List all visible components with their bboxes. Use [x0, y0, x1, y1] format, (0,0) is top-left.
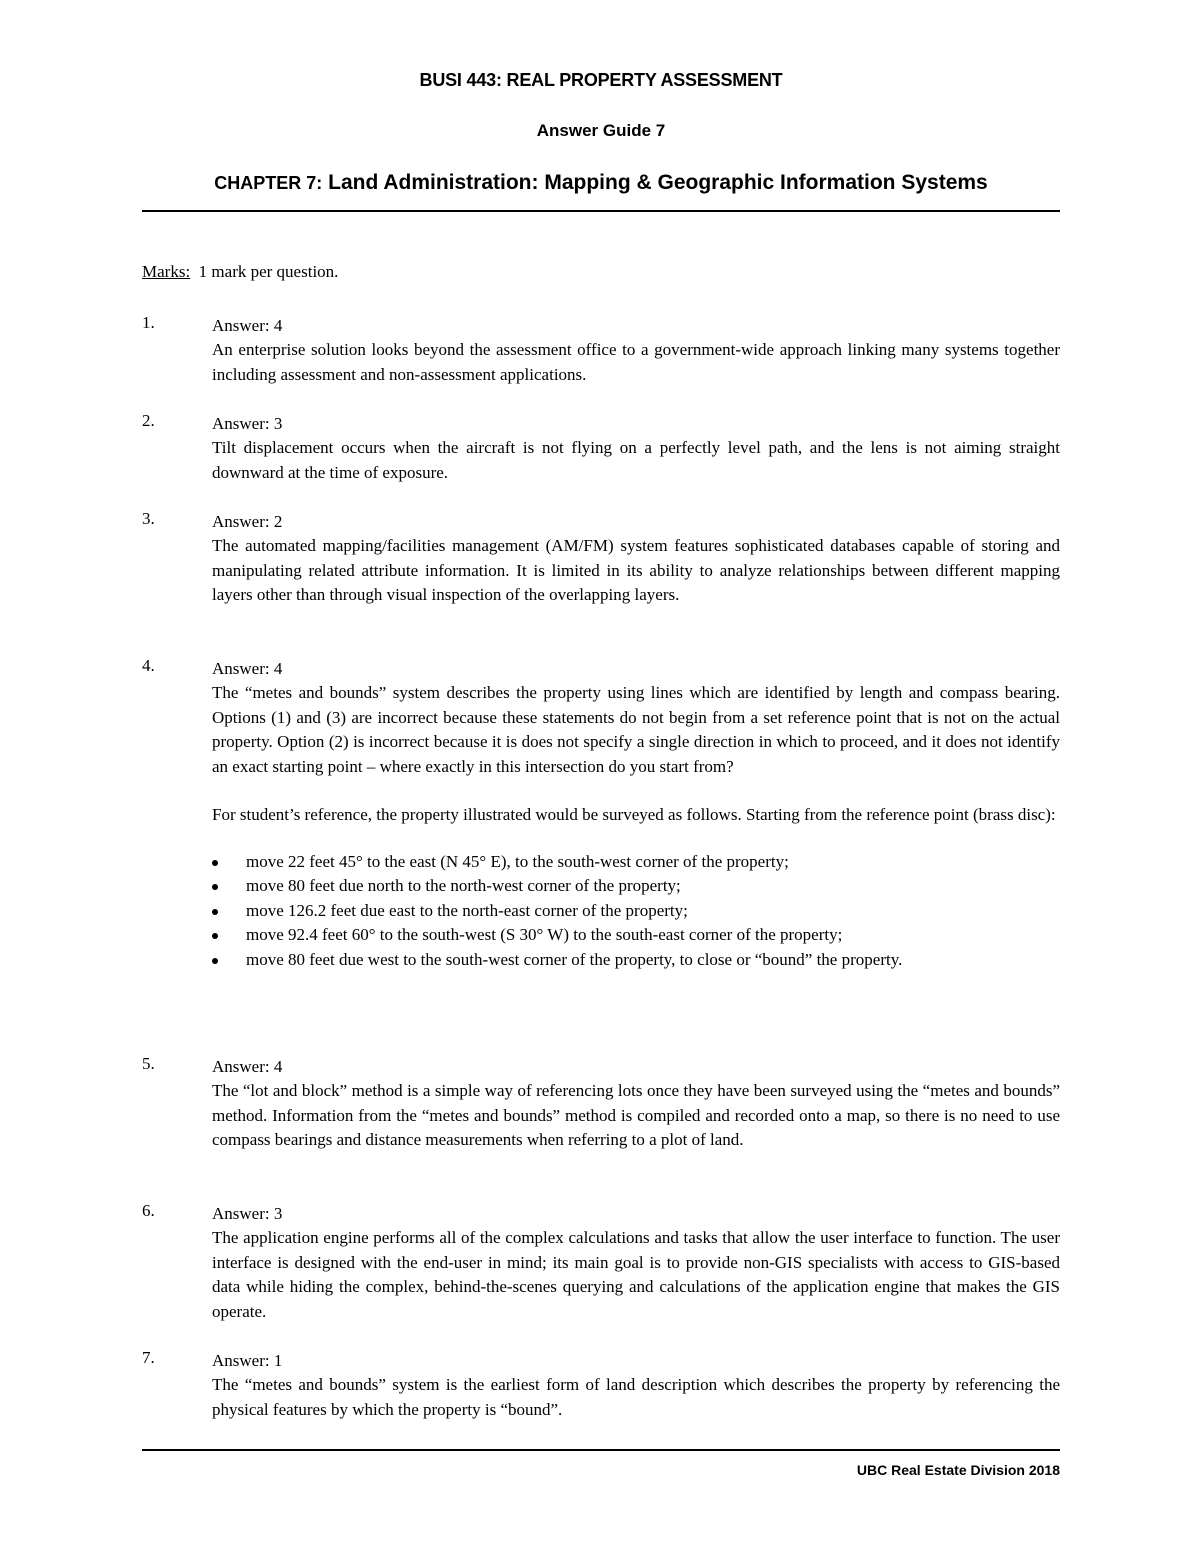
question-3 — [142, 509, 1060, 608]
question-answer: Answer: 3 — [212, 414, 283, 433]
survey-step-text: move 80 feet due north to the north-west corner of the property; — [246, 876, 681, 895]
question-explanation: The “lot and block” method is a simple way of referencing lots once they have been surveyed using the “metes and bounds” method. Information from the “metes and bounds” method is compiled and recorded onto a map, so there is no need to use compass bearings and distance measurements when referring to a plot of land. — [212, 1081, 1060, 1149]
question-5 — [142, 1054, 1060, 1153]
bullet-icon — [212, 884, 218, 890]
marks-line — [142, 262, 338, 282]
question-explanation: The “metes and bounds” system is the earliest form of land description which describes the property by referencing the physical features by which the property is “bound”. — [212, 1375, 1060, 1419]
list-item — [212, 948, 1060, 973]
course-title: BUSI 443: REAL PROPERTY ASSESSMENT — [419, 70, 783, 90]
header-divider — [142, 210, 1060, 212]
question-answer: Answer: 4 — [212, 659, 283, 678]
marks-text: 1 mark per question. — [198, 262, 339, 281]
question-number: 2. — [142, 411, 155, 430]
marks-label: Marks: — [142, 262, 191, 281]
survey-step-text: move 126.2 feet due east to the north-east corner of the property; — [246, 900, 688, 920]
question-number: 7. — [142, 1348, 155, 1367]
list-item — [212, 923, 1060, 948]
question-answer: Answer: 1 — [212, 1351, 283, 1370]
question-number: 6. — [142, 1201, 155, 1220]
bullet-icon — [212, 860, 218, 866]
question-answer: Answer: 4 — [212, 1057, 283, 1076]
page-footer: UBC Real Estate Division 2018 — [856, 1462, 1060, 1478]
question-answer: Answer: 2 — [212, 512, 283, 531]
question-7 — [142, 1348, 1060, 1422]
question-explanation: An enterprise solution looks beyond the assessment office to a government-wide approach linking many systems together including assessment and non-assessment applications. — [212, 340, 1060, 384]
question-explanation: The application engine performs all of the complex calculations and tasks that allow the user interface to function. The user interface is designed with the end-user in mind; its main goal is to provide non-GIS specialists with access to GIS-based data while hiding the complex, behind-the-scenes querying and calculations of the application engine that makes the GIS operate. — [212, 1228, 1060, 1321]
chapter-label: CHAPTER 7: — [214, 173, 323, 193]
survey-reference-paragraph: For student’s reference, the property illustrated would be surveyed as follows. Starting from the reference point (brass disc): — [212, 805, 1056, 824]
question-number: 5. — [142, 1054, 155, 1073]
question-answer: Answer: 4 — [212, 316, 283, 335]
survey-step-text: move 22 feet 45° to the east (N 45° E), to the south-west corner of the property; — [246, 851, 789, 871]
bullet-icon — [212, 958, 218, 964]
list-item — [212, 899, 1060, 924]
question-explanation: Tilt displacement occurs when the aircraft is not flying on a perfectly level path, and the lens is not aiming straight downward at the time of exposure. — [212, 438, 1060, 482]
question-2 — [142, 411, 1060, 485]
bullet-icon — [212, 909, 218, 915]
chapter-name: Land Administration: Mapping & Geographic Information Systems — [328, 171, 988, 194]
question-1 — [142, 313, 1060, 387]
question-4 — [142, 656, 1060, 972]
question-6 — [142, 1201, 1060, 1324]
guide-title: Answer Guide 7 — [536, 121, 666, 140]
survey-steps-list — [212, 850, 1060, 973]
question-number: 4. — [142, 656, 155, 675]
list-item — [212, 850, 1060, 875]
survey-step-text: move 80 feet due west to the south-west corner of the property, to close or “bound” the property. — [246, 949, 903, 969]
chapter-title — [142, 171, 1060, 195]
question-explanation: The automated mapping/facilities management (AM/FM) system features sophisticated databases capable of storing and manipulating related attribute information. It is limited in its ability to analyze relationships between different mapping layers other than through visual inspection of the overlapping layers. — [212, 536, 1060, 604]
footer-divider — [142, 1449, 1060, 1451]
question-explanation: The “metes and bounds” system describes the property using lines which are identified by length and compass bearing. Options (1) and (3) are incorrect because these statements do not begin from a set reference point that is not on the actual property. Option (2) is incorrect because it is does not specify a single direction in which to proceed, and it does not identify an exact starting point – where exactly in this intersection do you start from? — [212, 683, 1060, 776]
question-number: 1. — [142, 313, 155, 332]
list-item — [212, 874, 1060, 899]
question-answer: Answer: 3 — [212, 1204, 283, 1223]
survey-step-text: move 92.4 feet 60° to the south-west (S 30° W) to the south-east corner of the property; — [246, 925, 843, 944]
question-number: 3. — [142, 509, 155, 528]
bullet-icon — [212, 933, 218, 939]
